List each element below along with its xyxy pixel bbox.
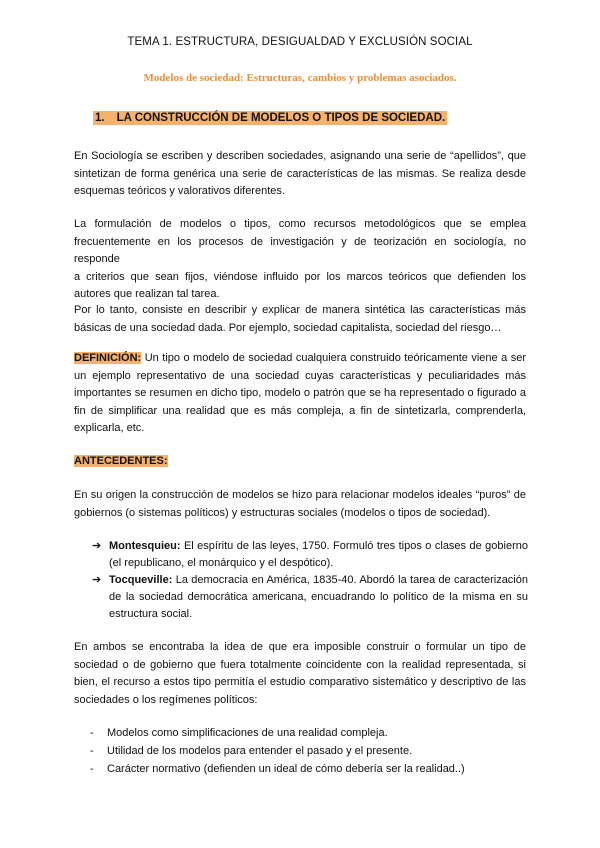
- arrow-icon: ➔: [92, 574, 102, 586]
- text-line: a criterios que sean fijos, viéndose influido por los marcos teóricos que defienden los: [74, 270, 526, 283]
- text-line: sintetizan de forma genérica una serie de características de las mismas. Se realiza desde: [74, 167, 526, 180]
- subtitle: Modelos de sociedad: Estructuras, cambios y problemas asociados.: [143, 72, 457, 84]
- author-text: El espíritu de las leyes, 1750. Formuló tres tipos o clases de gobierno: [180, 540, 528, 552]
- text-line: En su origen la construcción de modelos se hizo para relacionar modelos ideales “puros” de: [74, 489, 526, 501]
- author-text: La democracia en América, 1835-40. Abordó la tarea de caracterización: [172, 574, 528, 586]
- text-line: importantes se resumen en dicho tipo, modelo o patrón que se ha representado o figurado a: [74, 387, 526, 399]
- section-heading-text: LA CONSTRUCCIÓN DE MODELOS O TIPOS DE SOCIEDAD.: [116, 112, 446, 124]
- antecedentes-heading: [74, 455, 168, 467]
- text-line: (el republicano, el monárquico y el despótico).: [109, 557, 334, 569]
- text-line: En ambos se encontraba la idea de que era imposible construir o formular un tipo de: [74, 641, 526, 653]
- paragraph-conclusion: [74, 639, 526, 709]
- dash-list: [90, 724, 465, 778]
- paragraph-intro: [74, 148, 526, 201]
- list-item-text: Carácter normativo (defienden un ideal de cómo debería ser la realidad..): [107, 763, 465, 775]
- list-item: [92, 572, 528, 623]
- section-number: 1.: [95, 112, 105, 124]
- text-line: de la sociedad democrática americana, encuadrando lo político de la misma en su: [109, 591, 528, 603]
- text-line: fin de simplificar una realidad que es más compleja, a fin de sintetizarla, comprenderla,: [74, 404, 526, 417]
- text-line: Por lo tanto, consiste en describir y explicar de manera sintética las características más: [74, 304, 526, 316]
- author-list: [92, 538, 528, 623]
- definition-first-line: Un tipo o modelo de sociedad cualquiera construido teóricamente viene a ser: [141, 352, 526, 364]
- list-item-text: Modelos como simplificaciones de una realidad compleja.: [107, 727, 388, 739]
- paragraph-formulation: [74, 216, 526, 304]
- list-item: - Carácter normativo (defienden un ideal de cómo debería ser la realidad..): [90, 763, 465, 775]
- text-line: estructura social.: [109, 608, 193, 620]
- arrow-icon: ➔: [92, 540, 102, 552]
- text-line: básicas de una sociedad dada. Por ejemplo, sociedad capitalista, sociedad del riesgo…: [74, 321, 502, 334]
- text-line: esquemas teóricos y valorativos diferentes.: [74, 185, 285, 197]
- page-title: TEMA 1. ESTRUCTURA, DESIGUALDAD Y EXCLUSIÓN SOCIAL: [127, 36, 473, 48]
- text-line: bien, el recurso a estos tipo permitía el estudio comparativo sistemático y descriptivo de las: [74, 676, 526, 688]
- text-line: un ejemplo representativo de una sociedad cuyas características y peculiaridades más: [74, 369, 526, 382]
- section-heading: [93, 111, 447, 125]
- text-line: gobiernos (o sistemas políticos) y estructuras sociales (modelos o tipos de sociedad).: [74, 506, 491, 519]
- list-item: - Modelos como simplificaciones de una realidad compleja.: [90, 727, 388, 739]
- paragraph-summary: [74, 302, 526, 337]
- list-item: [92, 538, 528, 572]
- text-line: En Sociología se escriben y describen sociedades, asignando una serie de “apellidos”, que: [74, 150, 526, 162]
- text-line: sociedad o de gobierno que fuera totalmente coincidente con la realidad representada, si: [74, 658, 526, 671]
- text-line: frecuentemente en los procesos de investigación y de teorización en sociología, no responde: [74, 235, 526, 265]
- text-line: autores que realizan tal tarea.: [74, 288, 220, 300]
- antecedentes-label: ANTECEDENTES:: [74, 455, 168, 467]
- paragraph-origin: [74, 487, 526, 522]
- text-line: La formulación de modelos o tipos, como recursos metodológicos que se emplea: [74, 218, 526, 230]
- text-line: explicarla, etc.: [74, 422, 145, 434]
- paragraph-definition: [74, 350, 526, 438]
- list-item-text: Utilidad de los modelos para entender el pasado y el presente.: [107, 745, 413, 757]
- author-name: Tocqueville:: [109, 574, 173, 586]
- author-name: Montesquieu:: [109, 540, 181, 552]
- definition-label: DEFINICIÓN:: [74, 352, 142, 364]
- list-item: - Utilidad de los modelos para entender el pasado y el presente.: [90, 745, 413, 757]
- text-line: sociedades o los regímenes políticos:: [74, 693, 258, 706]
